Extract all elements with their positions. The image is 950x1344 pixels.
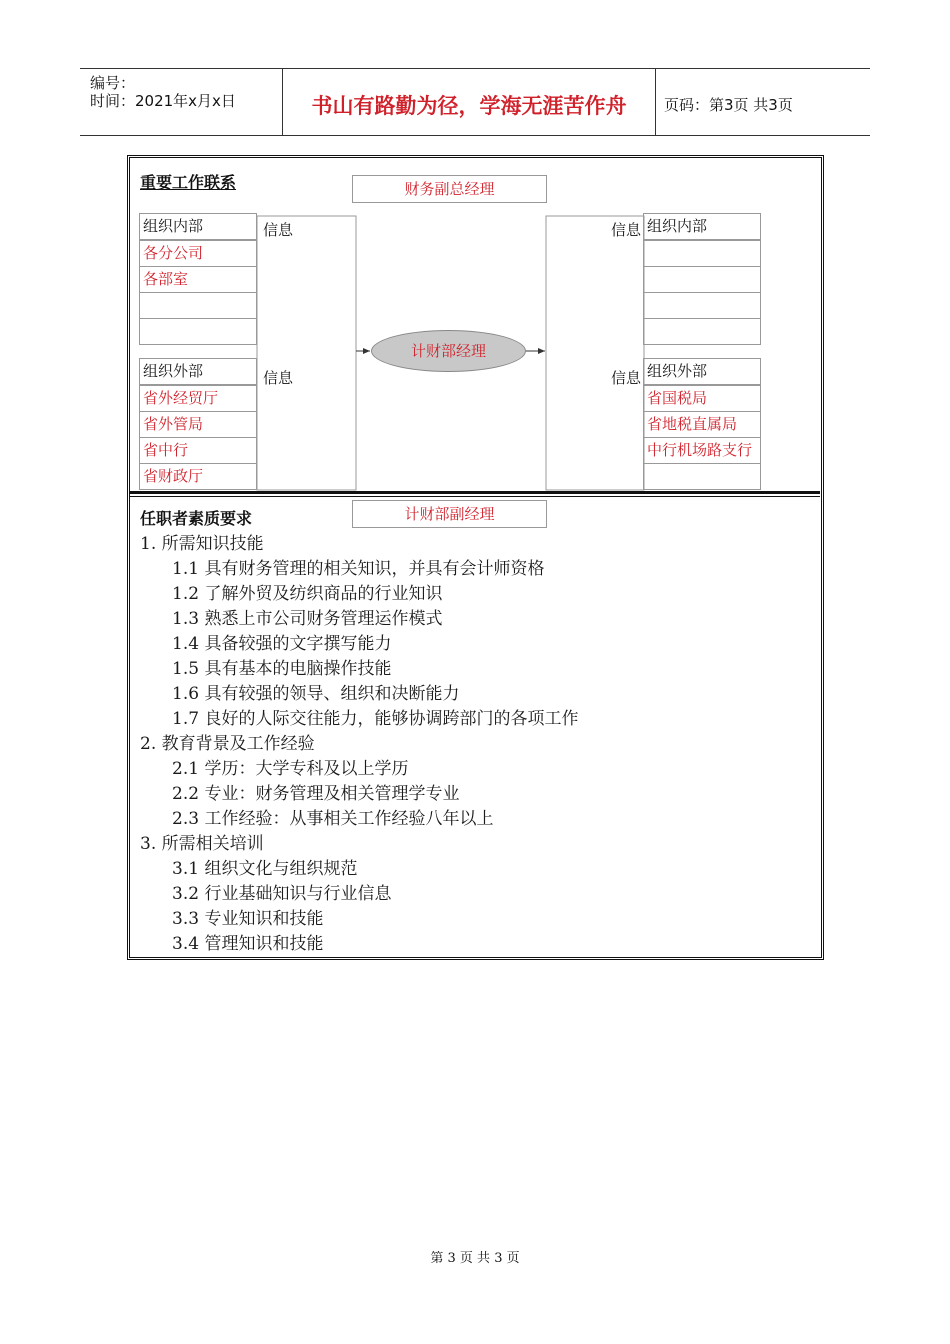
req-item: 1.5 具有基本的电脑操作技能 [172,659,392,679]
req-item: 3.4 管理知识和技能 [172,934,324,954]
req-item: 1.7 良好的人际交往能力，能够协调跨部门的各项工作 [172,709,579,729]
req-item: 3.3 专业知识和技能 [172,909,324,929]
top-role-box: 财务副总经理 [352,175,547,203]
left-external-item: 省财政厅 [139,463,257,490]
req-item: 2.2 专业：财务管理及相关管理学专业 [172,784,460,804]
left-info-label-bottom: 信息 [263,369,294,387]
right-external-header: 组织外部 [643,358,761,385]
right-info-label-bottom: 信息 [611,369,642,387]
left-external-item: 省外管局 [139,411,257,438]
right-info-bracket [546,216,644,490]
left-internal-header: 组织内部 [139,213,257,240]
req-item: 1.3 熟悉上市公司财务管理运作模式 [172,609,443,629]
right-external-item: 中行机场路支行 [643,437,761,464]
left-internal-item: 各部室 [139,266,257,293]
req-item: 1.1 具有财务管理的相关知识，并具有会计师资格 [172,559,545,579]
bottom-role-box: 计财部副经理 [352,500,547,528]
req-item: 1.2 了解外贸及纺织商品的行业知识 [172,584,443,604]
center-role-oval: 计财部经理 [371,330,526,372]
req-heading: 1. 所需知识技能 [140,534,264,554]
left-info-label-top: 信息 [263,221,294,239]
req-item: 2.1 学历：大学专科及以上学历 [172,759,409,779]
right-external-item: 省地税直属局 [643,411,761,438]
req-item: 2.3 工作经验：从事相关工作经验八年以上 [172,809,494,829]
left-internal-item: 各分公司 [139,240,257,267]
header-motto: 书山有路勤为径，学海无涯苦作舟 [311,94,627,118]
page-footer: 第 3 页 共 3 页 [430,1251,520,1266]
right-info-label-top: 信息 [611,221,642,239]
req-item: 1.6 具有较强的领导、组织和决断能力 [172,684,460,704]
req-item: 3.2 行业基础知识与行业信息 [172,884,392,904]
doc-date-label: 时间：2021年x月x日 [90,92,236,110]
req-item: 3.1 组织文化与组织规范 [172,859,358,879]
left-external-item: 省中行 [139,437,257,464]
relations-title: 重要工作联系 [140,173,237,192]
left-info-bracket [257,216,356,490]
req-heading: 2. 教育背景及工作经验 [140,734,315,754]
requirements-title: 任职者素质要求 [140,509,253,528]
req-heading: 3. 所需相关培训 [140,834,264,854]
left-external-item: 省外经贸厅 [139,385,257,412]
req-item: 1.4 具备较强的文字撰写能力 [172,634,392,654]
header-page-label: 页码：第3页 共3页 [664,96,793,114]
right-external-item: 省国税局 [643,385,761,412]
right-internal-header: 组织内部 [643,213,761,240]
doc-code-label: 编号： [90,74,136,92]
relations-connectors [0,0,950,560]
left-external-header: 组织外部 [139,358,257,385]
